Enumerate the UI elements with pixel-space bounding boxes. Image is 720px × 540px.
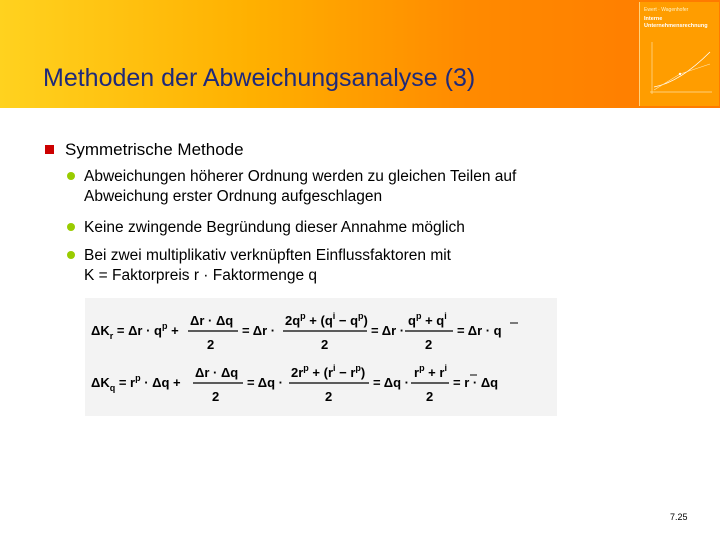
svg-text:Δr · Δq: Δr · Δq xyxy=(190,313,234,328)
svg-text:2qp + (qi − qp): $2q^p + (q^i - q^p)$ xyxy=(285,311,368,328)
svg-text:2rp + (ri − rp): $2r^p + (r^i - r^p)$ xyxy=(291,363,366,380)
svg-text:2: 2 xyxy=(321,337,329,352)
svg-text:= Δq ·: = Δq · xyxy=(247,375,283,390)
header-band xyxy=(0,0,720,108)
sub-bullet-1 xyxy=(84,167,516,207)
svg-text:ΔKr = Δr · qp +: $\Delta K_r = \Delta r \cdot q^p$ + xyxy=(91,321,179,341)
sub-bullet-2-text: Keine zwingende Begründung dieser Annahme möglich xyxy=(84,219,465,236)
main-bullet-text: Symmetrische Methode xyxy=(65,140,244,159)
svg-text:= r · Δq: = r · Δq xyxy=(453,375,499,390)
bullet-dot-icon xyxy=(67,223,75,231)
svg-text:2: 2 xyxy=(212,389,220,404)
svg-text:2: 2 xyxy=(325,389,333,404)
bullet-dot-icon xyxy=(67,251,75,259)
slide-title: Methoden der Abweichungsanalyse (3) xyxy=(43,64,476,92)
svg-text:2: 2 xyxy=(207,337,215,352)
sub-bullet-2 xyxy=(84,218,465,238)
formula-box xyxy=(85,298,557,416)
sub-bullet-1-line1: Abweichungen höherer Ordnung werden zu gleichen Teilen auf xyxy=(84,168,517,185)
svg-text:= Δr ·: = Δr · xyxy=(371,323,405,338)
svg-text:= Δr · q: = Δr · q xyxy=(457,323,502,338)
square-bullet-icon xyxy=(45,145,54,154)
cover-title-line2: Unternehmensrechnung xyxy=(644,23,708,29)
formula-delta-kr xyxy=(91,311,518,352)
svg-text:= Δr ·: = Δr · xyxy=(242,323,276,338)
svg-text:= Δq ·: = Δq · xyxy=(373,375,409,390)
svg-text:ΔKq = rp · Δq +: $\Delta K_q = r^p \cdot \Delta q$ + xyxy=(91,373,181,393)
book-cover-thumbnail xyxy=(639,2,719,106)
svg-text:Δr · Δq: Δr · Δq xyxy=(195,365,239,380)
sub-bullet-3-line2: K = Faktorpreis r · Faktormenge q xyxy=(84,267,318,284)
svg-text:qp + qi: $q^p + q^i$ xyxy=(408,311,447,328)
cover-title-line1: Interne xyxy=(644,16,663,22)
sub-bullet-3 xyxy=(84,246,451,286)
svg-text:2: 2 xyxy=(426,389,434,404)
formula-equations xyxy=(85,298,557,416)
page-number: 7.25 xyxy=(670,512,688,522)
svg-text:2: 2 xyxy=(425,337,433,352)
svg-text:rp + ri: $r^p + r^i$ xyxy=(414,363,447,380)
bullet-dot-icon xyxy=(67,172,75,180)
sub-bullet-1-line2: Abweichung erster Ordnung aufgeschlagen xyxy=(84,188,383,205)
cover-authors: Ewert · Wagenhofer xyxy=(644,7,689,13)
cover-chart-graphic xyxy=(640,2,719,106)
main-bullet xyxy=(45,140,244,160)
formula-delta-kq xyxy=(91,363,498,404)
sub-bullet-3-line1: Bei zwei multiplikativ verknüpften Einflussfaktoren mit xyxy=(84,247,451,264)
